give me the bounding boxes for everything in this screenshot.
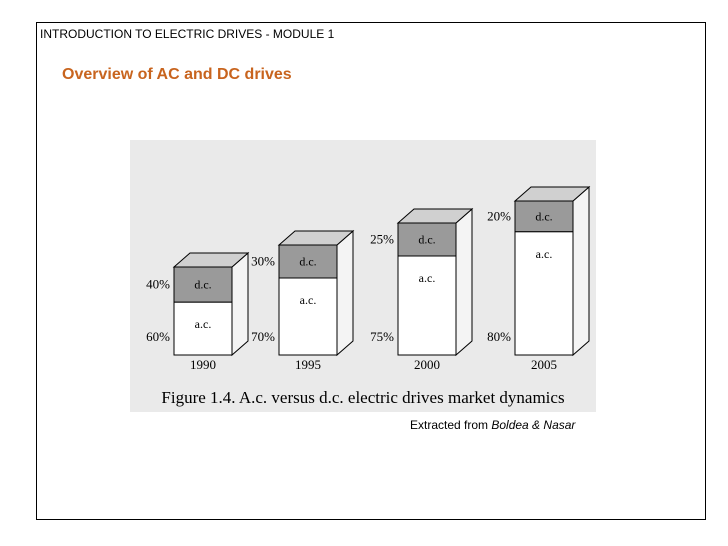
dc-segment-label: d.c.	[418, 232, 436, 247]
year-label: 1995	[295, 357, 321, 372]
credit-prefix: Extracted from	[410, 418, 492, 432]
ac-percent-label: 80%	[487, 329, 511, 344]
bar-side-face	[232, 253, 248, 355]
year-label: 2005	[531, 357, 557, 372]
bar-side-face	[573, 187, 589, 355]
source-credit	[410, 418, 575, 432]
dc-segment-label: d.c.	[535, 209, 553, 224]
figure-caption: Figure 1.4. A.c. versus d.c. electric drives market dynamics	[161, 388, 565, 407]
ac-segment-label: a.c.	[299, 293, 317, 307]
credit-source: Boldea & Nasar	[491, 418, 576, 432]
dc-percent-label: 30%	[251, 253, 275, 269]
year-label: 1990	[190, 357, 216, 372]
dc-percent-label: 25%	[370, 231, 394, 247]
slide-header: INTRODUCTION TO ELECTRIC DRIVES - MODULE 1	[40, 27, 335, 41]
ac-percent-label: 75%	[370, 329, 394, 344]
ac-percent-label: 60%	[146, 329, 170, 344]
dc-percent-label: 20%	[487, 208, 511, 224]
bar-side-face	[337, 231, 353, 355]
dc-segment-label: d.c.	[299, 254, 317, 269]
dc-percent-label: 40%	[146, 276, 170, 292]
market-dynamics-figure	[130, 140, 596, 412]
ac-percent-label: 70%	[251, 329, 275, 344]
ac-segment-label: a.c.	[535, 246, 553, 261]
ac-segment-label: a.c.	[418, 271, 436, 285]
dc-segment-label: d.c.	[194, 277, 212, 292]
ac-segment	[279, 278, 337, 355]
year-label: 2000	[414, 357, 440, 372]
ac-segment-label: a.c.	[194, 317, 212, 332]
bar-side-face	[456, 209, 472, 355]
slide-title: Overview of AC and DC drives	[62, 66, 292, 83]
